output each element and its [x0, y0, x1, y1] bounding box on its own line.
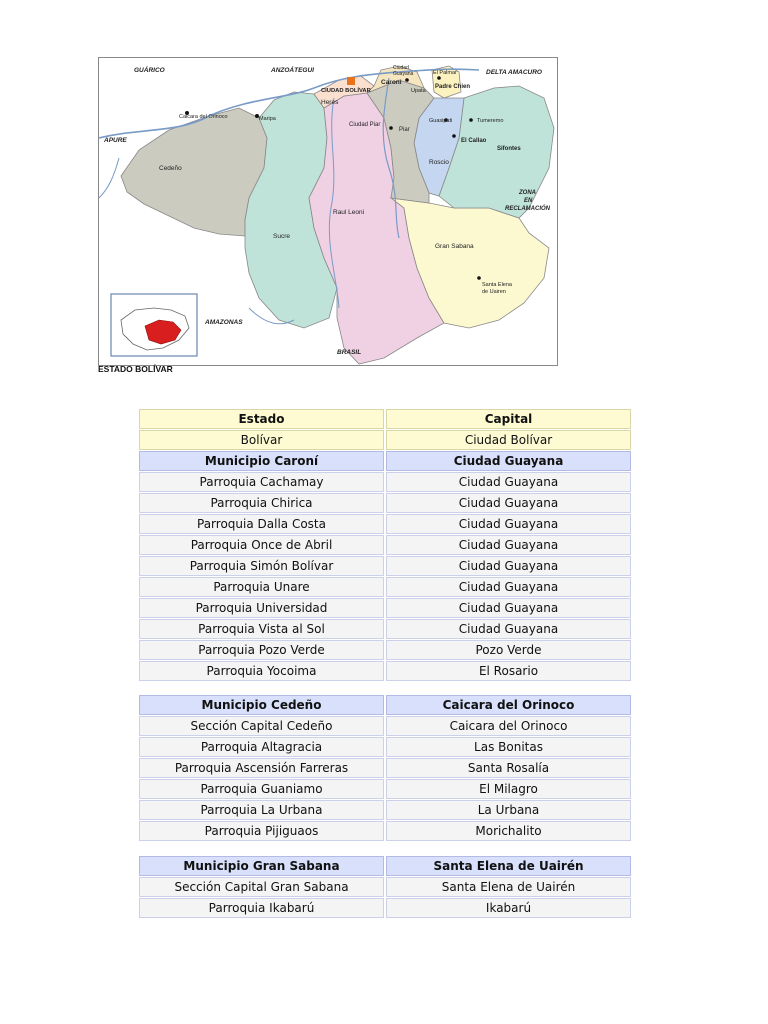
label-zona-3: RECLAMACIÓN: [505, 206, 550, 212]
cell-capital: Santa Elena de Uairén: [386, 856, 631, 876]
label-maripa: Maripa: [259, 116, 276, 122]
cell-capital: Ciudad Guayana: [386, 514, 631, 534]
cell-entity: Parroquia Simón Bolívar: [139, 556, 384, 576]
cell-entity: Estado: [139, 409, 384, 429]
label-upata: Upata: [411, 88, 426, 94]
label-caroni: Caroni: [381, 79, 402, 86]
table-cedeno: [137, 694, 633, 842]
cell-capital: Caicara del Orinoco: [386, 695, 631, 715]
table-gran-sabana: [137, 855, 633, 919]
label-el-palmar: El Palmar: [433, 70, 457, 76]
cell-capital: Ciudad Guayana: [386, 535, 631, 555]
cell-capital: Ciudad Guayana: [386, 556, 631, 576]
cell-capital: Ciudad Guayana: [386, 451, 631, 471]
cell-entity: Parroquia Ikabarú: [139, 898, 384, 918]
table-row: [139, 661, 631, 681]
label-guarico: GUÁRICO: [134, 67, 165, 74]
cell-capital: Ciudad Guayana: [386, 577, 631, 597]
label-zona-1: ZONA: [519, 190, 536, 196]
label-santa-elena-2: de Uairen: [482, 289, 506, 295]
cell-entity: Parroquia Guaniamo: [139, 779, 384, 799]
label-roscio: Roscio: [429, 159, 449, 166]
label-el-callao: El Callao: [461, 138, 487, 144]
label-sifontes: Sifontes: [497, 146, 521, 152]
label-caicara: Caicara del Orinoco: [179, 114, 228, 120]
label-ciudad-guayana-1: Ciudad: [393, 65, 409, 71]
label-padre-chien: Padre Chien: [435, 84, 471, 90]
inset-venezuela-map: [111, 294, 197, 356]
label-zona-2: EN: [524, 198, 533, 204]
table-row: [139, 877, 631, 897]
map-caption: ESTADO BOLÍVAR: [98, 364, 173, 374]
table-row: [139, 577, 631, 597]
bolivar-state-map: [98, 57, 558, 366]
label-anzoategui: ANZOÁTEGUI: [271, 67, 314, 74]
cell-capital: Capital: [386, 409, 631, 429]
table-row: [139, 619, 631, 639]
cell-capital: Las Bonitas: [386, 737, 631, 757]
cell-capital: Ciudad Bolívar: [386, 430, 631, 450]
label-ciudad-guayana-2: Guayana: [393, 71, 414, 77]
label-delta-amacuro: DELTA AMACURO: [486, 69, 542, 76]
cell-capital: Ikabarú: [386, 898, 631, 918]
cell-entity: Parroquia Ascensión Farreras: [139, 758, 384, 778]
table-row: [139, 821, 631, 841]
cell-entity: Sección Capital Gran Sabana: [139, 877, 384, 897]
cell-capital: Ciudad Guayana: [386, 619, 631, 639]
cell-capital: Ciudad Guayana: [386, 472, 631, 492]
cell-entity: Parroquia Unare: [139, 577, 384, 597]
cell-capital: Ciudad Guayana: [386, 598, 631, 618]
cell-capital: Caicara del Orinoco: [386, 716, 631, 736]
table-row: [139, 898, 631, 918]
label-apure: APURE: [104, 137, 127, 144]
table-row: [139, 779, 631, 799]
cell-entity: Parroquia Pijiguaos: [139, 821, 384, 841]
label-ciudad-bolivar: CIUDAD BOLÍVAR: [321, 88, 371, 94]
cell-entity: Parroquia Altagracia: [139, 737, 384, 757]
cell-capital: Santa Elena de Uairén: [386, 877, 631, 897]
cell-capital: El Milagro: [386, 779, 631, 799]
table-header-row: [139, 409, 631, 429]
label-piar: Piar: [399, 127, 410, 133]
label-sucre: Sucre: [273, 233, 290, 240]
table-row: [139, 535, 631, 555]
table-header-row: [139, 856, 631, 876]
table-row: [139, 598, 631, 618]
label-heres: Heres: [321, 99, 339, 106]
cell-entity: Parroquia Vista al Sol: [139, 619, 384, 639]
table-caroni: [137, 408, 633, 682]
table-row: [139, 800, 631, 820]
cell-entity: Parroquia Yocoima: [139, 661, 384, 681]
label-gran-sabana: Gran Sabana: [435, 243, 474, 250]
table-row: [139, 758, 631, 778]
table-row: [139, 493, 631, 513]
cell-entity: Parroquia Universidad: [139, 598, 384, 618]
table-row: [139, 472, 631, 492]
cell-entity: Municipio Caroní: [139, 451, 384, 471]
label-tumeremo: Tumeremo: [477, 118, 504, 124]
cell-capital: El Rosario: [386, 661, 631, 681]
table-row: [139, 430, 631, 450]
label-cedeno: Cedeño: [159, 165, 182, 172]
label-santa-elena-1: Santa Elena: [482, 282, 512, 288]
cell-entity: Parroquia Once de Abril: [139, 535, 384, 555]
table-row: [139, 556, 631, 576]
cell-capital: Santa Rosalía: [386, 758, 631, 778]
table-row: [139, 514, 631, 534]
table-row: [139, 716, 631, 736]
label-raul-leoni: Raul Leoni: [333, 209, 365, 216]
label-brasil: BRASIL: [337, 349, 362, 356]
table-header-row: [139, 451, 631, 471]
cell-entity: Bolívar: [139, 430, 384, 450]
table-row: [139, 640, 631, 660]
cell-entity: Municipio Gran Sabana: [139, 856, 384, 876]
cell-capital: Morichalito: [386, 821, 631, 841]
cell-entity: Parroquia Chirica: [139, 493, 384, 513]
cell-capital: Ciudad Guayana: [386, 493, 631, 513]
label-amazonas: AMAZONAS: [205, 319, 243, 326]
table-row: [139, 737, 631, 757]
cell-capital: La Urbana: [386, 800, 631, 820]
cell-entity: Municipio Cedeño: [139, 695, 384, 715]
cell-entity: Parroquia Cachamay: [139, 472, 384, 492]
cell-entity: Parroquia Dalla Costa: [139, 514, 384, 534]
cell-entity: Sección Capital Cedeño: [139, 716, 384, 736]
cell-entity: Parroquia Pozo Verde: [139, 640, 384, 660]
cell-entity: Parroquia La Urbana: [139, 800, 384, 820]
cell-capital: Pozo Verde: [386, 640, 631, 660]
table-header-row: [139, 695, 631, 715]
label-ciudad-piar: Ciudad Piar: [349, 122, 381, 128]
label-guasipati: Guasipati: [429, 118, 453, 124]
